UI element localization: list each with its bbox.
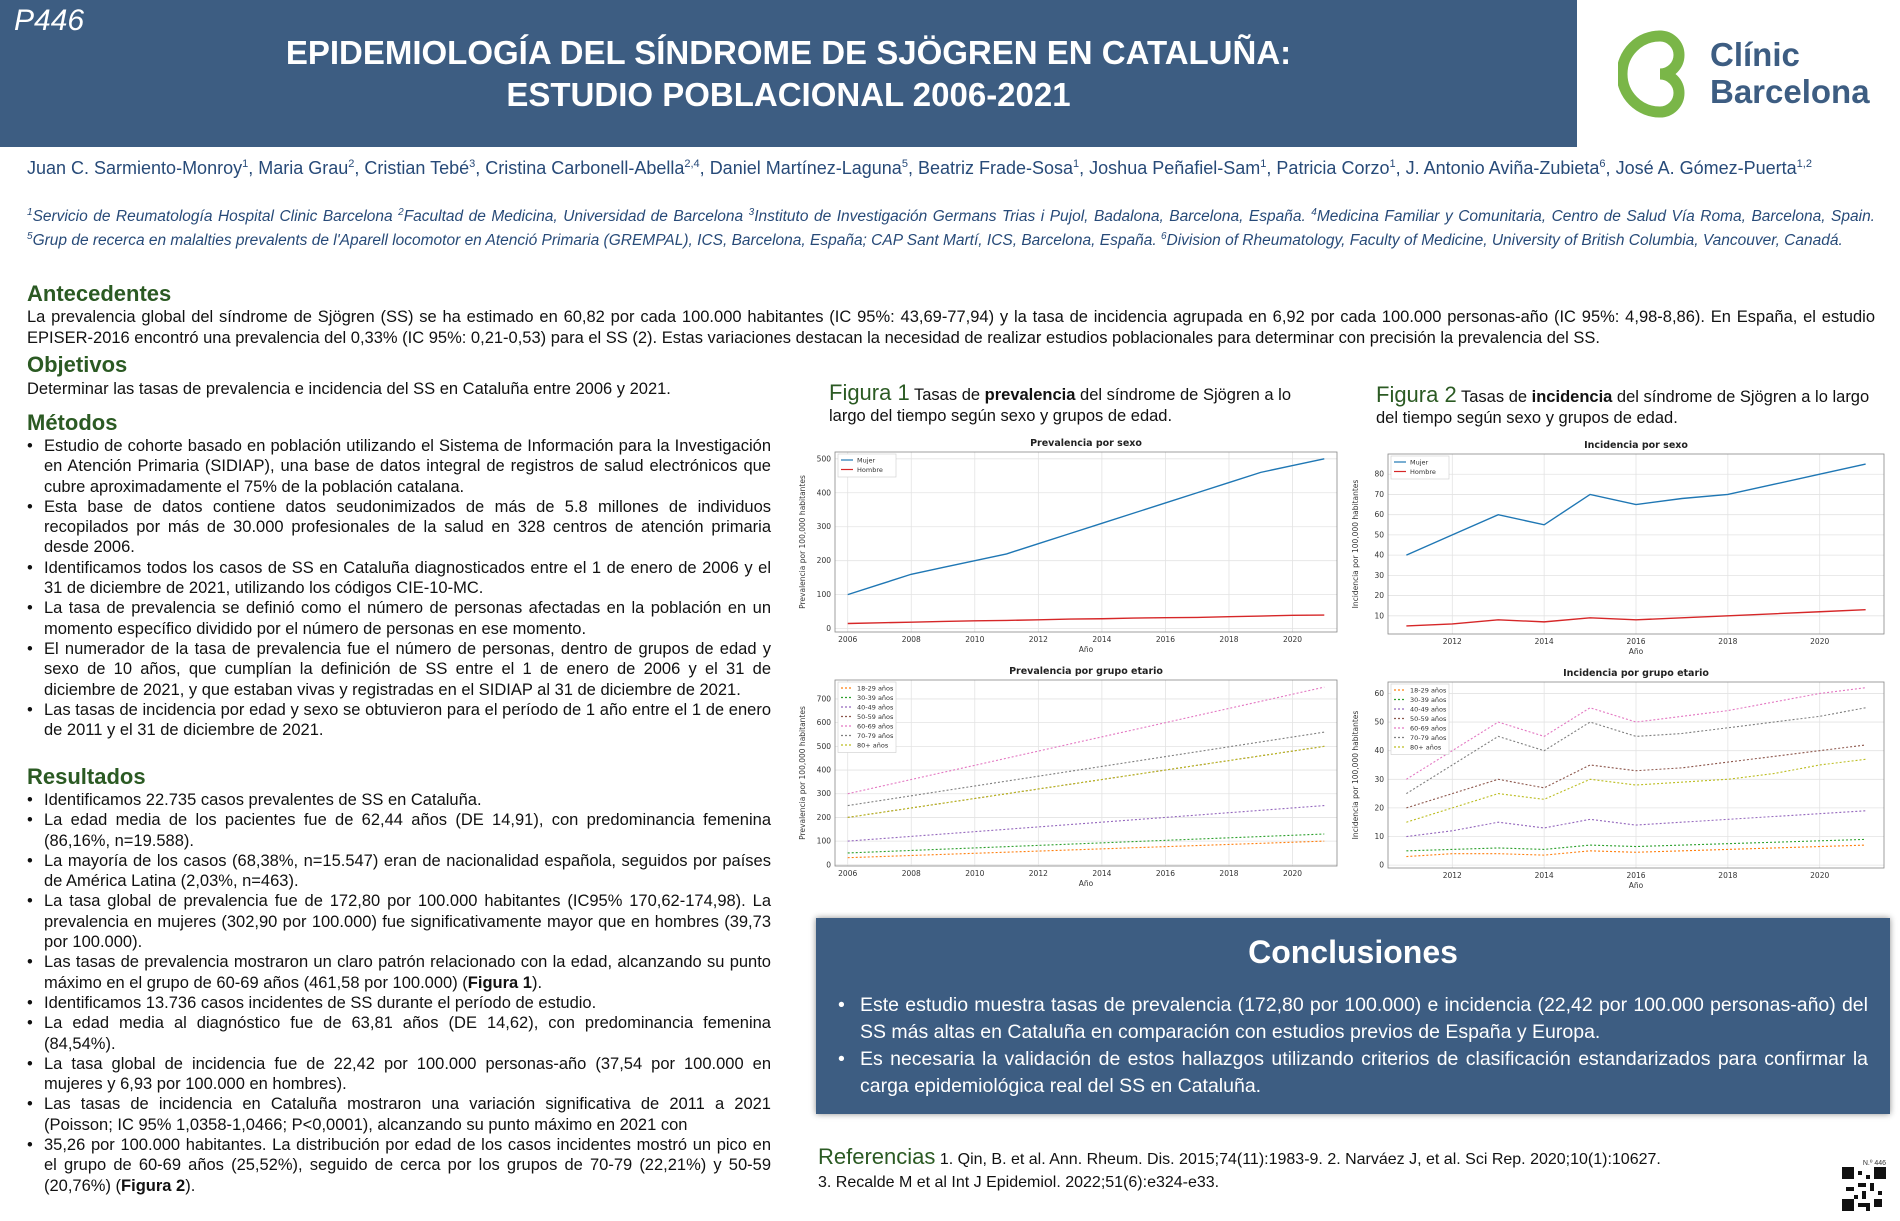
y-axis-label: Incidencia por 100,000 habitantes (1351, 710, 1360, 840)
logo-line-2: Barcelona (1710, 73, 1870, 110)
series-line (848, 746, 1325, 817)
x-tick-label: 2020 (1810, 871, 1830, 880)
series-line (848, 684, 1325, 794)
list-item: • La tasa global de incidencia fue de 22,42 por 100.000 personas-año (37,54 por 100.000 en mujeres y 6,93 por 100.000 en hombres). (27, 1054, 771, 1095)
x-tick-label: 2020 (1282, 635, 1303, 644)
chart-prevalencia-edad (795, 662, 1345, 892)
x-tick-label: 2010 (965, 869, 985, 878)
logo-text (1710, 36, 1870, 110)
objetivos-heading: Objetivos (27, 352, 128, 377)
list-item: • Las tasas de incidencia en Cataluña mostraron una variación significativa de 2011 a 2021 (Poisson; IC 95% 1,0358-1,0466; P<0,0001), alcanzando su punto máximo en 2021 con (27, 1094, 771, 1135)
affiliation-text: Grup de recerca en malalties prevalents de l'Aparell locomotor en Atenció Primaria (GREMPAL), ICS, Barcelona, España; CAP Sant Martí, ICS, Barcelona, España. (32, 232, 1161, 250)
antecedentes-heading: Antecedentes (27, 281, 172, 306)
chart-svg (1348, 664, 1892, 894)
y-tick-label: 200 (816, 812, 831, 822)
list-item: • Identificamos 22.735 casos prevalentes de SS en Cataluña. (27, 790, 771, 810)
objetivos-text: Determinar las tasas de prevalencia e incidencia del SS en Cataluña entre 2006 y 2021. (27, 380, 671, 398)
legend-label: 40-49 años (1410, 705, 1447, 714)
y-tick-label: 40 (1374, 550, 1384, 560)
metodos-list (27, 436, 771, 740)
figure-1-caption (829, 382, 1324, 427)
list-item: • Esta base de datos contiene datos seudonimizados de más de 5.8 millones de individuos recopilados por más de 30.000 profesionales de la salud en 328 centros de atención primaria desde 2006. (27, 497, 771, 558)
legend-label: 50-59 años (857, 713, 894, 721)
author-affiliation-number: 6 (1599, 158, 1606, 170)
conclusions-heading: Conclusiones (1248, 934, 1458, 970)
y-tick-label: 20 (1374, 591, 1384, 601)
title-line-2: ESTUDIO POBLACIONAL 2006-2021 (506, 76, 1071, 113)
y-tick-label: 60 (1374, 510, 1384, 520)
legend-label: 70-79 años (1410, 734, 1447, 742)
resultados-list (27, 790, 771, 1196)
list-item (27, 952, 771, 993)
x-tick-label: 2014 (1092, 635, 1112, 644)
figure-2-label: Figura 2 (1376, 382, 1457, 407)
y-axis-label: Prevalencia por 100,000 habitantes (798, 706, 807, 840)
x-tick-label: 2010 (965, 635, 985, 644)
x-tick-label: 2020 (1810, 637, 1830, 646)
clinic-barcelona-logo (1618, 22, 1888, 127)
list-item (27, 1135, 771, 1196)
qr-code-icon (1842, 1160, 1886, 1212)
poster-id: P446 (14, 4, 85, 37)
chart-svg (795, 434, 1345, 658)
author-name: Cristian Tebé (364, 158, 470, 178)
list-item: • Estudio de cohorte basado en población utilizando el Sistema de Información para la Investigación en Atención Primaria (SIDIAP), una base de datos integral de registros de salud electrónicos que cubre aproximadamente el 75% de la población catalana. (27, 436, 771, 497)
author-affiliation-number: 2 (348, 158, 355, 170)
references-label: Referencias (818, 1144, 936, 1169)
chart-legend (1391, 456, 1449, 479)
x-axis-label: Año (1078, 879, 1094, 888)
legend-label: 30-39 años (1410, 696, 1447, 704)
list-item: • La mayoría de los casos (68,38%, n=15.547) eran de nacionalidad española, seguidos por países de América Latina (2,03%, n=463). (27, 851, 771, 892)
y-tick-label: 400 (816, 488, 831, 498)
references (818, 1145, 1718, 1194)
caption-text: Tasas de (909, 386, 985, 404)
legend-label: 30-39 años (857, 694, 894, 702)
x-tick-label: 2006 (838, 869, 858, 878)
x-axis-label: Año (1628, 881, 1644, 890)
legend-label: 40-49 años (857, 703, 894, 712)
y-tick-label: 0 (826, 624, 831, 634)
caption-bold: incidencia (1531, 388, 1613, 406)
list-item: • La tasa de prevalencia se definió como el número de personas afectadas en la población en un momento específico dividido por el número de personas en ese momento. (27, 598, 771, 639)
list-item: • La edad media al diagnóstico fue de 63,81 años (DE 14,62), con predominancia femenina (84,54%). (27, 1013, 771, 1054)
x-tick-label: 2016 (1626, 871, 1646, 880)
author-affiliation-number: 1 (1073, 158, 1080, 170)
legend-label: 80+ años (857, 741, 889, 750)
conclusions-box (816, 918, 1890, 1114)
x-tick-label: 2014 (1534, 871, 1554, 880)
author-affiliation-number: 3 (469, 158, 476, 170)
affiliation-number: 6 (1160, 231, 1167, 243)
figure-2-ref: Figura 2 (121, 1176, 186, 1195)
author-name: José A. Gómez-Puerta (1615, 158, 1797, 178)
y-tick-label: 0 (1379, 860, 1384, 870)
y-tick-label: 500 (816, 741, 831, 751)
chart-title: Incidencia por sexo (1584, 440, 1688, 451)
y-tick-label: 200 (816, 556, 831, 566)
affiliation-number: 3 (748, 207, 755, 218)
list-item: • Es necesaria la validación de estos hallazgos utilizando criterios de clasificación estandarizados para confirmar la carga epidemiológica real del SS en Cataluña. (838, 1046, 1868, 1100)
legend-label: Mujer (1410, 458, 1429, 467)
item-text: ). (185, 1176, 196, 1195)
legend-label: Mujer (857, 456, 876, 465)
affiliation-number: 5 (27, 231, 33, 243)
y-tick-label: 40 (1374, 746, 1384, 756)
series-line (848, 732, 1325, 805)
y-tick-label: 400 (816, 765, 831, 775)
x-tick-label: 2018 (1718, 871, 1738, 880)
y-tick-label: 60 (1374, 688, 1384, 698)
figure-1-label: Figura 1 (829, 380, 910, 405)
y-tick-label: 30 (1374, 570, 1384, 580)
y-axis-label: Incidencia por 100,000 habitantes (1351, 479, 1360, 609)
poster-title (0, 32, 1577, 116)
list-item: • La edad media de los pacientes fue de 62,44 años (DE 14,91), con predominancia femenina (86,16%, n=19.588). (27, 810, 771, 851)
y-tick-label: 300 (816, 789, 831, 799)
logo-line-1: Clínic (1710, 36, 1800, 73)
x-tick-label: 2006 (838, 635, 858, 644)
author-list: Juan C. Sarmiento-Monroy$^1$, Maria Grau$^2$, Cristian Tebé$^3$, Cristina Carbonell-Abella$^{2,4}$, Daniel Martínez-Laguna$^5$, Beatriz Frade-Sosa$^1$, Joshua Peñafiel-Sam$^1$, Patricia Corzo$^1$, J. Antonio Aviña-Zubieta$^6$, José A. Gómez-Puerta$^{1,2}$ (27, 158, 1812, 178)
x-tick-label: 2018 (1718, 637, 1738, 646)
author-affiliation-number: 1 (242, 158, 249, 170)
y-tick-label: 100 (816, 590, 831, 600)
x-tick-label: 2014 (1534, 637, 1554, 646)
affiliation-number: 2 (398, 207, 404, 218)
y-tick-label: 30 (1374, 774, 1384, 784)
metodos-heading: Métodos (27, 410, 118, 435)
legend-label: 70-79 años (857, 732, 894, 740)
affiliation-number: 1 (27, 207, 33, 218)
y-tick-label: 10 (1374, 832, 1384, 842)
y-tick-label: 100 (816, 836, 831, 846)
legend-label: 18-29 años (857, 684, 894, 693)
y-tick-label: 20 (1374, 803, 1384, 813)
x-tick-label: 2016 (1155, 869, 1175, 878)
x-tick-label: 2012 (1442, 637, 1462, 646)
author-affiliation-number: 2,4 (684, 158, 700, 170)
clinic-logo-icon (1618, 22, 1702, 126)
x-tick-label: 2012 (1442, 871, 1462, 880)
resultados-heading: Resultados (27, 764, 146, 789)
y-axis-label: Prevalencia por 100,000 habitantes (798, 475, 807, 609)
author-name: Cristina Carbonell-Abella (485, 158, 685, 178)
author-name: Beatriz Frade-Sosa (917, 158, 1074, 178)
conclusions-list (838, 992, 1868, 1100)
chart-title: Prevalencia por grupo etario (1009, 666, 1163, 677)
list-item: • Las tasas de incidencia por edad y sexo se obtuvieron para el período de 1 año entre el 1 de enero de 2011 y el 31 de diciembre de 2021. (27, 700, 771, 741)
x-tick-label: 2008 (901, 635, 921, 644)
plot-frame (835, 452, 1337, 632)
author-name: Juan C. Sarmiento-Monroy (27, 158, 243, 178)
x-tick-label: 2014 (1092, 869, 1112, 878)
x-tick-label: 2018 (1219, 635, 1239, 644)
list-item: • Identificamos 13.736 casos incidentes de SS durante el período de estudio. (27, 993, 771, 1013)
y-tick-label: 300 (816, 522, 831, 532)
x-tick-label: 2018 (1219, 869, 1239, 878)
affiliation-list (27, 203, 1875, 251)
chart-legend (1391, 684, 1449, 755)
author-name: Daniel Martínez-Laguna (709, 158, 902, 178)
chart-title: Prevalencia por sexo (1030, 438, 1142, 449)
legend-label: 80+ años (1410, 743, 1442, 752)
legend-label: Hombre (857, 466, 883, 474)
title-line-1: EPIDEMIOLOGÍA DEL SÍNDROME DE SJÖGREN EN CATALUÑA: (285, 34, 1292, 71)
chart-svg (795, 662, 1345, 892)
item-text: Las tasas de prevalencia mostraron un claro patrón relacionado con la edad, alcanzando su punto máximo en el grupo de 60-69 años (461,58 por 100.000) ( (44, 953, 771, 992)
references-text: 1. Qin, B. et al. Ann. Rheum. Dis. 2015;74(11):1983-9. 2. Narváez J, et al. Sci Rep. 2020;10(1):10627. (935, 1151, 1661, 1168)
poster-number-label: N.º 446 (1862, 1160, 1886, 1167)
qr-pattern (1842, 1167, 1886, 1211)
chart-incidencia-sexo (1348, 436, 1892, 660)
affiliation-text: Facultad de Medicina, Universidad de Barcelona (403, 208, 749, 226)
legend-label: Hombre (1410, 468, 1436, 476)
affiliation-text: Servicio de Reumatología Hospital Clinic Barcelona (32, 208, 399, 226)
caption-text: del síndrome de Sjögren a lo largo del tiempo según sexo y grupos de edad. (829, 386, 1292, 425)
author-name: J. Antonio Aviña-Zubieta (1405, 158, 1600, 178)
chart-incidencia-edad (1348, 664, 1892, 894)
chart-legend (838, 454, 896, 477)
poster-header (0, 0, 1577, 147)
series-line (848, 615, 1325, 623)
x-tick-label: 2016 (1155, 635, 1175, 644)
y-tick-label: 50 (1374, 717, 1384, 727)
chart-title: Incidencia por grupo etario (1563, 668, 1709, 679)
x-tick-label: 2016 (1626, 637, 1646, 646)
item-text: ). (531, 973, 543, 992)
caption-text: Tasas de (1456, 388, 1532, 406)
caption-text: del síndrome de Sjögren a lo largo del tiempo según sexo y grupos de edad. (1376, 388, 1870, 427)
y-tick-label: 500 (816, 454, 831, 464)
list-item: • Este estudio muestra tasas de prevalencia (172,80 por 100.000) e incidencia (22,42 por 100.000 personas-año) del SS más altas en Cataluña en comparación con estudios previos de España y Europa. (838, 992, 1868, 1046)
x-axis-label: Año (1078, 645, 1094, 654)
series-line (848, 806, 1325, 842)
item-text: 35,26 por 100.000 habitantes. La distribución por edad de los casos incidentes mostró un pico en el grupo de 60-69 años (25,52%), seguido de cerca por los grupos de 70-79 (22,21%) y 50-59 (20,76%) ( (44, 1136, 771, 1195)
x-tick-label: 2012 (1028, 635, 1048, 644)
x-axis-label: Año (1628, 647, 1644, 656)
author-name: Patricia Corzo (1276, 158, 1390, 178)
author-affiliation-number: 1 (1389, 158, 1396, 170)
author-name: Joshua Peñafiel-Sam (1089, 158, 1261, 178)
list-item: • La tasa global de prevalencia fue de 172,80 por 100.000 habitantes (IC95% 170,62-174,98). La prevalencia en mujeres (302,90 por 100.000) fue significativamente mayor que en hombres (39,73 por 100.000). (27, 891, 771, 952)
list-item: • El numerador de la tasa de prevalencia fue el número de personas, dentro de grupos de edad y sexo de 10 años, que cumplían la definición de SS entre el 1 de enero de 2006 y el 31 de diciembre de 2021, y que estaban vivas y registradas en el SIDIAP al 31 de diciembre de 2021. (27, 639, 771, 700)
author-affiliation-number: 1 (1260, 158, 1267, 170)
y-tick-label: 10 (1374, 611, 1384, 621)
author-affiliation-number: 5 (901, 158, 908, 170)
affiliation-number: 4 (1311, 207, 1317, 218)
affiliation-text: Instituto de Investigación Germans Trias i Pujol, Badalona, Barcelona, España. (754, 208, 1312, 226)
x-tick-label: 2008 (901, 869, 921, 878)
legend-label: 50-59 años (1410, 715, 1447, 723)
y-tick-label: 70 (1374, 489, 1384, 499)
author-name: Maria Grau (258, 158, 349, 178)
figure-2-caption (1376, 384, 1886, 429)
legend-label: 60-69 años (1410, 724, 1447, 733)
y-tick-label: 700 (816, 694, 831, 704)
references-text: 3. Recalde M et al Int J Epidemiol. 2022;51(6):e324-e33. (818, 1174, 1220, 1191)
chart-legend (838, 682, 896, 753)
x-tick-label: 2020 (1282, 869, 1303, 878)
legend-label: 18-29 años (1410, 686, 1447, 695)
series-line (848, 841, 1325, 858)
figure-1-ref: Figura 1 (467, 973, 532, 992)
chart-svg (1348, 436, 1892, 660)
y-tick-label: 0 (826, 860, 831, 870)
legend-label: 60-69 años (857, 722, 894, 731)
x-tick-label: 2012 (1028, 869, 1048, 878)
caption-bold: prevalencia (984, 386, 1076, 404)
y-tick-label: 50 (1374, 530, 1384, 540)
list-item: • Identificamos todos los casos de SS en Cataluña diagnosticados entre el 1 de enero de 2006 y el 31 de diciembre de 2021, utilizando los códigos CIE-10-MC. (27, 558, 771, 599)
chart-prevalencia-sexo (795, 434, 1345, 658)
antecedentes-text: La prevalencia global del síndrome de Sjögren (SS) se ha estimado en 60,82 por cada 100.000 habitantes (IC 95%: 43,69-77,94) y la tasa de incidencia agrupada en 6,92 por cada 100.000 personas-año (IC 95%: 4,98-8,86). En España, el estudio EPISER-2016 encontró una prevalencia del 0,33% (IC 95%: 0,21-0,53) para el SS (2). Estas variaciones destacan la necesidad de realizar estudios poblacionales para determinar con precisión la prevalencia del SS. (27, 308, 1875, 347)
author-affiliation-number: 1,2 (1796, 158, 1812, 170)
affiliation-text: Division of Rheumatology, Faculty of Medicine, University of British Columbia, Vancouver, Canadá. (1166, 232, 1843, 250)
y-tick-label: 80 (1374, 469, 1384, 479)
y-tick-label: 600 (816, 718, 831, 728)
plot-frame (835, 680, 1337, 866)
affiliation-text: Medicina Familiar y Comunitaria, Centro de Salud Vía Roma, Barcelona, Spain. (1316, 208, 1875, 226)
